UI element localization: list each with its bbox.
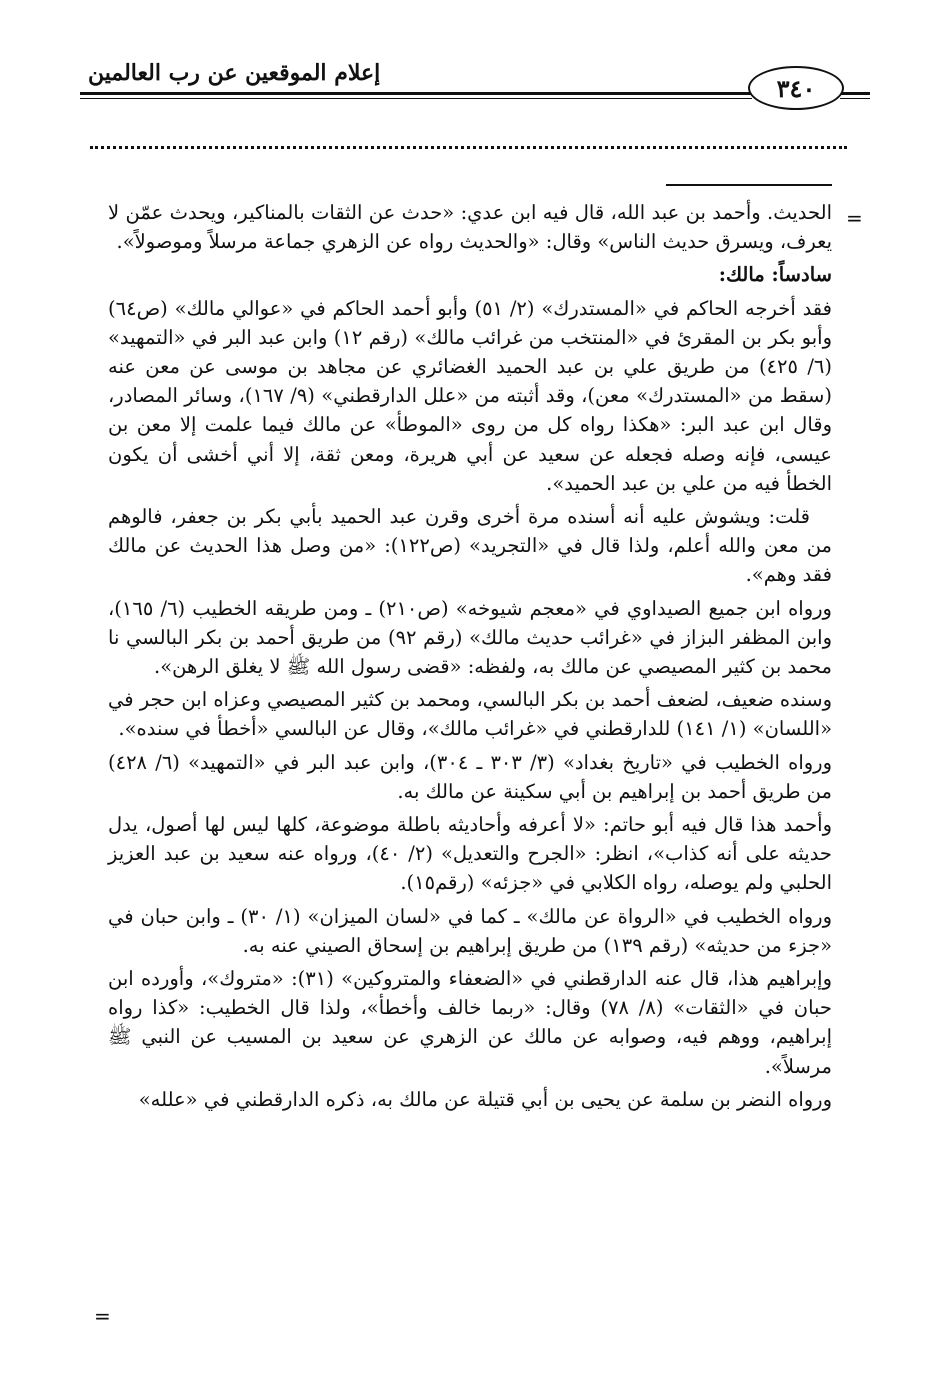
page-number: ٣٤٠: [748, 66, 844, 110]
page-header: [80, 58, 870, 108]
paragraph-9: وإبراهيم هذا، قال عنه الدارقطني في «الضعفاء والمتروكين» (٣١): «متروك»، وأورده ابن حبان في «الثقات» (٨/ ٧٨) وقال: «ربما خالف وأخطأ»، ولذا قال الخطيب: «كذا رواه إبراهيم، ووهم فيه، وصوابه عن مالك عن الزهري عن سعيد بن المسيب عن النبي ﷺ مرسلاً».: [108, 967, 832, 1078]
paragraph-6: ورواه الخطيب في «تاريخ بغداد» (٣/ ٣٠٣ ـ ٣٠٤)، وابن عبد البر في «التمهيد» (٦/ ٤٢٨) من طريق أحمد بن إبراهيم بن أبي سكينة عن مالك به.: [108, 750, 832, 803]
paragraph-8: ورواه الخطيب في «الرواة عن مالك» ـ كما في «لسان الميزان» (١/ ٣٠) ـ وابن حبان في «جزء من حديثه» (رقم ١٣٩) من طريق إبراهيم بن إسحاق الصيني عنه به.: [108, 904, 832, 957]
paragraph-7: وأحمد هذا قال فيه أبو حاتم: «لا أعرفه وأحاديثه باطلة موضوعة، كلها ليس لها أصول، يدل حديثه على أنه كذاب»، انظر: «الجرح والتعديل» (٢/ ٤٠)، ورواه عنه سعيد بن عبد العزيز الحلبي ولم يوصله، رواه الكلابي في «جزئه» (رقم١٥).: [108, 813, 832, 895]
paragraph-5: وسنده ضعيف، لضعف أحمد بن بكر البالسي، ومحمد بن كثير المصيصي وعزاه ابن حجر في «اللسان» (١/ ١٤١) للدارقطني في «غرائب مالك»، وقال عن البالسي «أخطأ في سنده».: [108, 688, 832, 741]
continuation-mark-start: =: [846, 206, 863, 230]
book-title: إعلام الموقعين عن رب العالمين: [88, 60, 381, 86]
paragraph-3: قلت: ويشوش عليه أنه أسنده مرة أخرى وقرن عبد الحميد بأبي بكر بن جعفر، فالوهم من معن والله أعلم، ولذا قال في «التجريد» (ص١٢٢): «من وصل هذا الحديث عن مالك فقد وهم».: [108, 505, 832, 587]
paragraph-4: ورواه ابن جميع الصيداوي في «معجم شيوخه» (ص٢١٠) ـ ومن طريقه الخطيب (٦/ ١٦٥)، وابن المظفر البزاز في «غرائب حديث مالك» (رقم ٩٢) من طريق أحمد بن بكر البالسي نا محمد بن كثير المصيصي عن مالك به، ولفظه: «قضى رسول الله ﷺ لا يغلق الرهن».: [108, 596, 833, 679]
header-rule-thin: [80, 98, 752, 99]
paragraph-10: ورواه النضر بن سلمة عن يحيى بن أبي قتيلة عن مالك به، ذكره الدارقطني في «علله»: [138, 1087, 832, 1111]
paragraph-1: الحديث. وأحمد بن عبد الله، قال فيه ابن عدي: «حدث عن الثقات بالمناكير، ويحدث عمّن لا يعرف، ويسرق حديث الناس» وقال: «والحديث رواه عن الزهري جماعة مرسلاً وموصولاً».: [108, 201, 832, 254]
header-rule-right-thin: [840, 98, 870, 99]
footnote-rule: [666, 184, 832, 186]
section-heading: سادساً: مالك:: [718, 263, 832, 287]
header-rule-right: [840, 92, 870, 95]
dotted-separator: [90, 146, 847, 149]
footnote-body: [108, 198, 832, 1118]
continuation-mark-end: =: [94, 1304, 111, 1328]
header-rule: [80, 92, 752, 95]
paragraph-2: فقد أخرجه الحاكم في «المستدرك» (٢/ ٥١) وأبو أحمد الحاكم في «عوالي مالك» (ص٦٤) وأبو بكر بن المقرئ في «المنتخب من غرائب مالك» (رقم ١٢) وابن عبد البر في «التمهيد» (٦/ ٤٢٥) من طريق علي بن عبد الحميد الغضائري عن مجاهد بن موسى عن معن عنه (سقط من «المستدرك» معن)، وقد أثبته من «علل الدارقطني» (٩/ ١٦٧)، وسائر المصادر، وقال ابن عبد البر: «هكذا رواه كل من روى «الموطأ» عن مالك فيما علمت إلا معن بن عيسى، فإنه وصله فجعله عن سعيد عن أبي هريرة، ومعن ثقة، إلا أني أخشى أن يكون الخطأ فيه من علي بن عبد الحميد».: [108, 296, 832, 495]
